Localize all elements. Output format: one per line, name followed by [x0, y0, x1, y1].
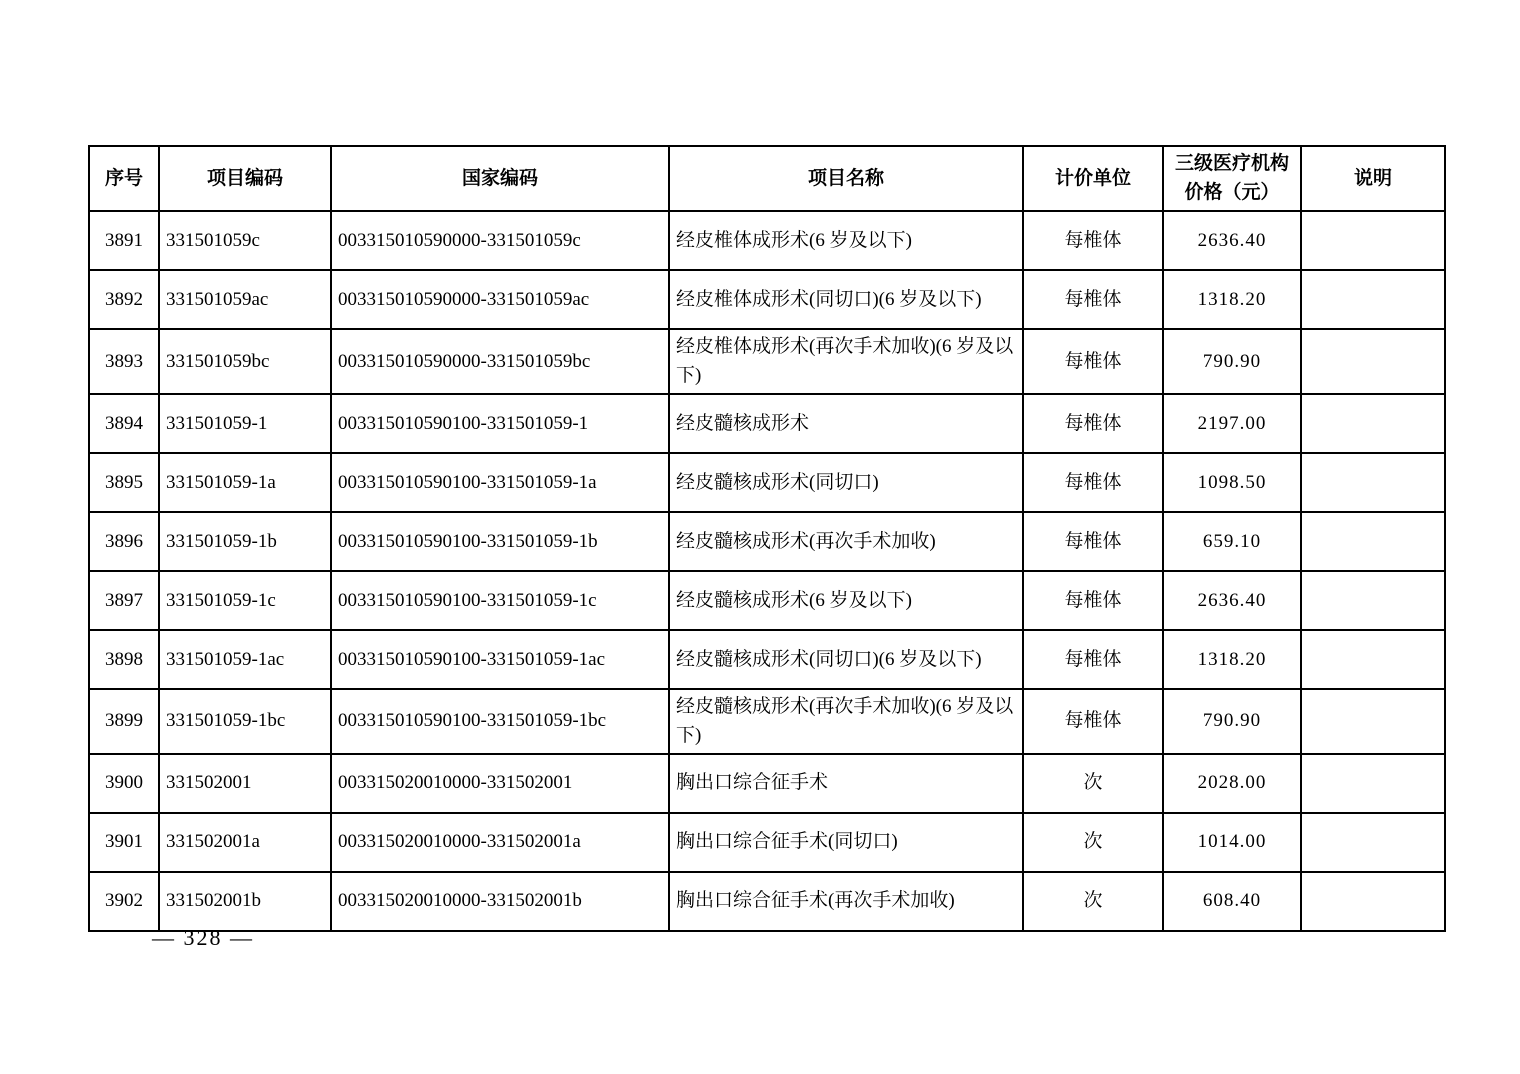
cell-pricing-unit: 次 [1023, 813, 1163, 872]
cell-project-name: 胸出口综合征手术(同切口) [669, 813, 1023, 872]
table-row [89, 571, 1445, 630]
cell-seq: 3898 [89, 630, 159, 689]
cell-note [1301, 211, 1445, 270]
column-header-name: 项目名称 [669, 146, 1023, 211]
cell-pricing-unit: 次 [1023, 754, 1163, 813]
cell-national-code: 003315010590000-331501059c [331, 211, 669, 270]
cell-note [1301, 689, 1445, 754]
cell-national-code: 003315010590000-331501059ac [331, 270, 669, 329]
cell-price: 1318.20 [1163, 270, 1301, 329]
cell-project-code: 331501059-1c [159, 571, 331, 630]
cell-price: 2636.40 [1163, 211, 1301, 270]
cell-price: 1318.20 [1163, 630, 1301, 689]
cell-seq: 3900 [89, 754, 159, 813]
cell-project-name: 经皮髓核成形术 [669, 394, 1023, 453]
cell-project-code: 331502001 [159, 754, 331, 813]
cell-seq: 3896 [89, 512, 159, 571]
cell-pricing-unit: 每椎体 [1023, 394, 1163, 453]
cell-price: 2636.40 [1163, 571, 1301, 630]
table-body [89, 211, 1445, 931]
cell-project-name: 胸出口综合征手术(再次手术加收) [669, 872, 1023, 931]
cell-note [1301, 630, 1445, 689]
cell-national-code: 003315010590100-331501059-1b [331, 512, 669, 571]
cell-project-name: 经皮髓核成形术(再次手术加收)(6 岁及以下) [669, 689, 1023, 754]
cell-project-code: 331501059bc [159, 329, 331, 394]
cell-note [1301, 813, 1445, 872]
cell-seq: 3895 [89, 453, 159, 512]
cell-note [1301, 512, 1445, 571]
cell-national-code: 003315010590100-331501059-1 [331, 394, 669, 453]
cell-project-code: 331502001a [159, 813, 331, 872]
table-header-row [89, 146, 1445, 211]
table-row [89, 872, 1445, 931]
cell-price: 790.90 [1163, 329, 1301, 394]
cell-seq: 3897 [89, 571, 159, 630]
cell-national-code: 003315020010000-331502001 [331, 754, 669, 813]
cell-pricing-unit: 每椎体 [1023, 571, 1163, 630]
cell-seq: 3901 [89, 813, 159, 872]
cell-project-name: 经皮髓核成形术(6 岁及以下) [669, 571, 1023, 630]
cell-project-name: 胸出口综合征手术 [669, 754, 1023, 813]
cell-project-name: 经皮椎体成形术(6 岁及以下) [669, 211, 1023, 270]
column-header-seq: 序号 [89, 146, 159, 211]
column-header-note: 说明 [1301, 146, 1445, 211]
cell-project-code: 331502001b [159, 872, 331, 931]
cell-project-name: 经皮髓核成形术(同切口) [669, 453, 1023, 512]
cell-seq: 3891 [89, 211, 159, 270]
cell-national-code: 003315020010000-331502001a [331, 813, 669, 872]
cell-seq: 3899 [89, 689, 159, 754]
cell-project-name: 经皮髓核成形术(再次手术加收) [669, 512, 1023, 571]
cell-note [1301, 754, 1445, 813]
cell-national-code: 003315010590000-331501059bc [331, 329, 669, 394]
table-row [89, 394, 1445, 453]
cell-pricing-unit: 次 [1023, 872, 1163, 931]
cell-pricing-unit: 每椎体 [1023, 329, 1163, 394]
cell-project-code: 331501059-1ac [159, 630, 331, 689]
cell-national-code: 003315010590100-331501059-1a [331, 453, 669, 512]
table-row [89, 689, 1445, 754]
cell-project-code: 331501059-1b [159, 512, 331, 571]
cell-project-code: 331501059-1a [159, 453, 331, 512]
cell-project-name: 经皮椎体成形术(同切口)(6 岁及以下) [669, 270, 1023, 329]
cell-price: 2028.00 [1163, 754, 1301, 813]
table-row [89, 512, 1445, 571]
cell-note [1301, 270, 1445, 329]
table-row [89, 754, 1445, 813]
cell-pricing-unit: 每椎体 [1023, 211, 1163, 270]
cell-note [1301, 571, 1445, 630]
cell-price: 1098.50 [1163, 453, 1301, 512]
cell-note [1301, 872, 1445, 931]
table-row [89, 270, 1445, 329]
table-row [89, 329, 1445, 394]
cell-project-code: 331501059-1 [159, 394, 331, 453]
cell-price: 790.90 [1163, 689, 1301, 754]
cell-national-code: 003315020010000-331502001b [331, 872, 669, 931]
cell-national-code: 003315010590100-331501059-1c [331, 571, 669, 630]
cell-project-name: 经皮椎体成形术(再次手术加收)(6 岁及以下) [669, 329, 1023, 394]
cell-project-code: 331501059c [159, 211, 331, 270]
page-number: — 328 — [152, 925, 254, 950]
cell-pricing-unit: 每椎体 [1023, 270, 1163, 329]
cell-project-code: 331501059-1bc [159, 689, 331, 754]
cell-project-code: 331501059ac [159, 270, 331, 329]
cell-national-code: 003315010590100-331501059-1ac [331, 630, 669, 689]
cell-pricing-unit: 每椎体 [1023, 512, 1163, 571]
cell-price: 659.10 [1163, 512, 1301, 571]
cell-price: 1014.00 [1163, 813, 1301, 872]
column-header-price: 三级医疗机构价格（元） [1163, 146, 1301, 211]
column-header-national-code: 国家编码 [331, 146, 669, 211]
cell-price: 608.40 [1163, 872, 1301, 931]
table-row [89, 813, 1445, 872]
cell-pricing-unit: 每椎体 [1023, 630, 1163, 689]
cell-price: 2197.00 [1163, 394, 1301, 453]
cell-project-name: 经皮髓核成形术(同切口)(6 岁及以下) [669, 630, 1023, 689]
cell-seq: 3892 [89, 270, 159, 329]
cell-seq: 3902 [89, 872, 159, 931]
cell-pricing-unit: 每椎体 [1023, 689, 1163, 754]
cell-seq: 3893 [89, 329, 159, 394]
cell-national-code: 003315010590100-331501059-1bc [331, 689, 669, 754]
cell-note [1301, 329, 1445, 394]
column-header-unit: 计价单位 [1023, 146, 1163, 211]
table-row [89, 211, 1445, 270]
column-header-code: 项目编码 [159, 146, 331, 211]
cell-seq: 3894 [89, 394, 159, 453]
table-row [89, 453, 1445, 512]
price-table [88, 145, 1446, 932]
cell-pricing-unit: 每椎体 [1023, 453, 1163, 512]
cell-note [1301, 453, 1445, 512]
table-row [89, 630, 1445, 689]
cell-note [1301, 394, 1445, 453]
